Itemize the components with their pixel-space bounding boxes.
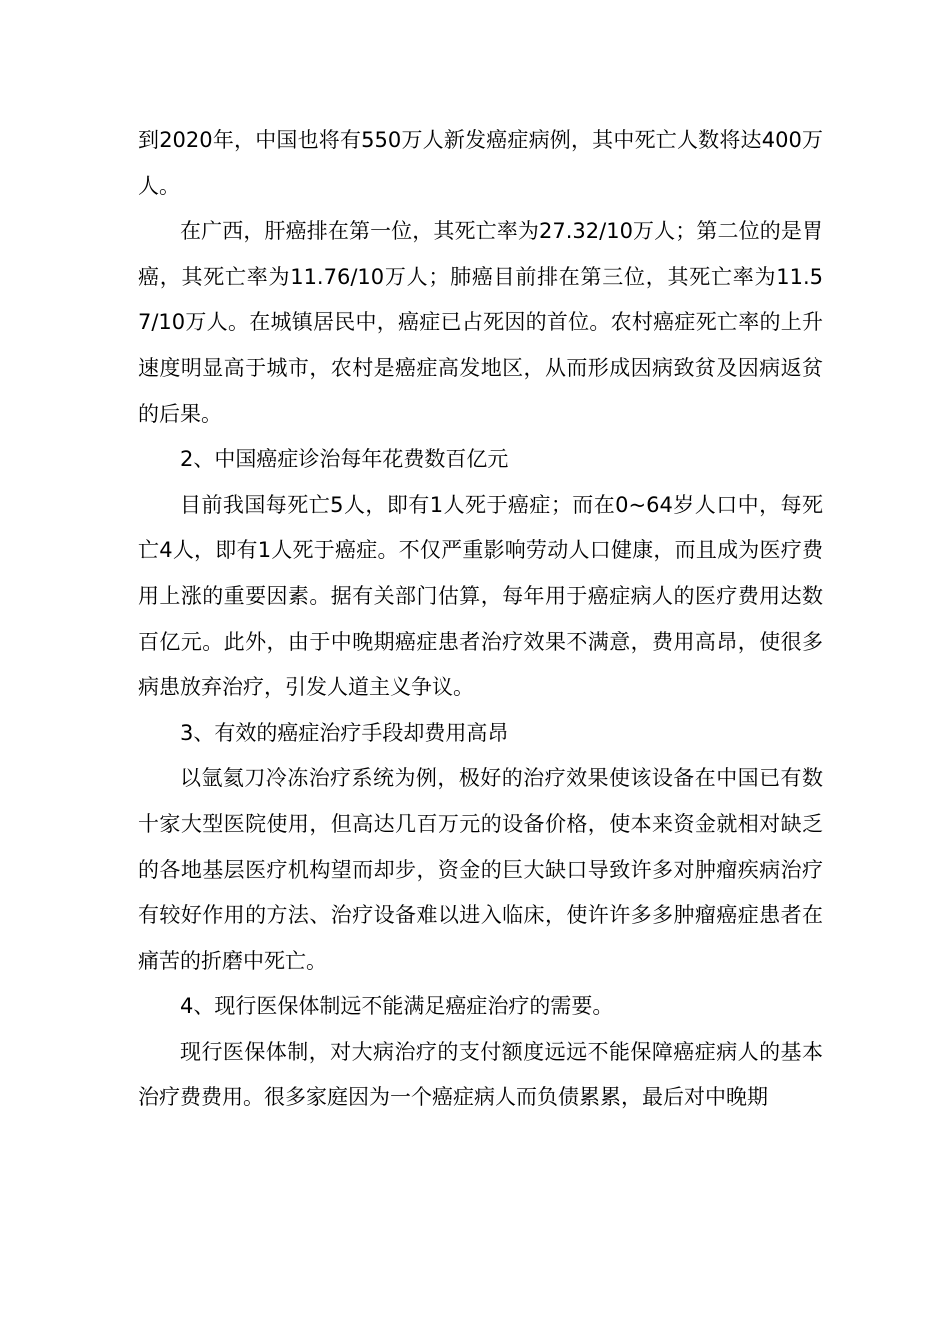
section-heading-2: 2、中国癌症诊治每年花费数百亿元 [180,447,509,472]
section-heading-3: 3、有效的癌症治疗手段却费用高昂 [180,720,509,745]
paragraph-treatment-costs: 目前我国每死亡5人，即有1人死于癌症；而在0~64岁人口中，每死亡4人，即有1人死于癌症。不仅严重影响劳动人口健康，而且成为医疗费用上涨的重要因素。据有关部门估算，每年用于癌症病人的医疗费用达数百亿元。此外，由于中晚期癌症患者治疗效果不满意，费用高昂，使很多病患放弃治疗，引发人道主义争议。 [138,492,823,700]
paragraph-medical-insurance: 现行医保体制，对大病治疗的支付额度远远不能保障癌症病人的基本治疗费费用。很多家庭因为一个癌症病人而负债累累，最后对中晚期 [138,1039,823,1110]
document-body [138,118,823,1121]
paragraph-guangxi-mortality: 在广西，肝癌排在第一位，其死亡率为27.32/10万人；第二位的是胃癌，其死亡率为11.76/10万人；肺癌目前排在第三位，其死亡率为11.57/10万人。在城镇居民中，癌症已占死因的首位。农村癌症死亡率的上升速度明显高于城市，农村是癌症高发地区，从而形成因病致贫及因病返贫的后果。 [138,219,823,426]
paragraph-cryoablation-example: 以氩氦刀冷冻治疗系统为例，极好的治疗效果使该设备在中国已有数十家大型医院使用，但高达几百万元的设备价格，使本来资金就相对缺乏的各地基层医疗机构望而却步，资金的巨大缺口导致许多对肿瘤疾病治疗有较好作用的方法、治疗设备难以进入临床，使许许多多肿瘤癌症患者在痛苦的折磨中死亡。 [138,766,823,973]
paragraph-cancer-forecast: 到2020年，中国也将有550万人新发癌症病例，其中死亡人数将达400万人。 [138,128,823,198]
section-heading-4: 4、现行医保体制远不能满足癌症治疗的需要。 [180,994,614,1019]
